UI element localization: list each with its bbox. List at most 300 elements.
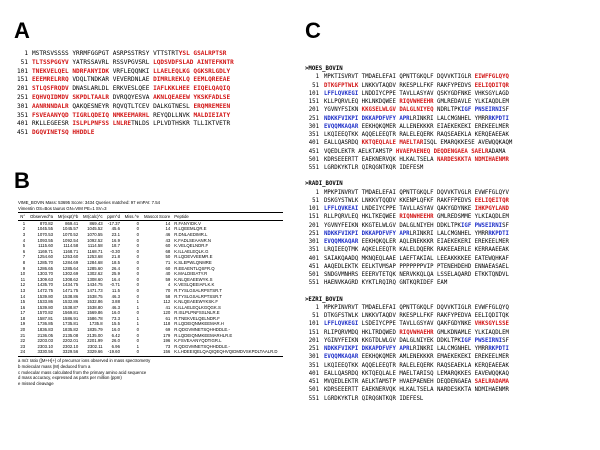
sequence-line <box>305 98 512 106</box>
table-cell: 0 <box>136 243 139 249</box>
sequence-segment: YSL GSALRPTSR <box>178 50 227 57</box>
table-cell: 2202.01 <box>62 338 79 344</box>
sequence-segment: EEKHQKQLER AQLENEKKKR EIAEKEKERI EREKEELMER <box>358 239 509 245</box>
sequence-segment: SAIAKQAADQ MKNQEQLAAE LAEFTAKIAL LEEAKKKKEE EATEWQHKAF <box>324 255 509 262</box>
table-cell: 15 <box>20 299 26 305</box>
table-cell: 1538.86 <box>62 293 79 299</box>
sequence-segment: LSDEIYCPPE TAVLLGSYAV QAKFGDYNKE <box>358 321 475 328</box>
table-cell: 2 <box>22 226 26 232</box>
table-cell: 23.1 <box>111 231 120 237</box>
table-cell: 1539.80 <box>37 293 54 299</box>
table-cell: 0 <box>136 220 139 226</box>
table-cell: 1539.80 <box>37 304 54 310</box>
sequence-segment: ERQMREMEEN <box>193 102 231 110</box>
table-cell: 118 <box>163 321 171 327</box>
column-header: Miss.^e <box>122 214 141 220</box>
sequence-segment: HAENVKAGRD KYKTLRQIRQ GNTKQRIDEF EAM <box>324 280 448 287</box>
table-cell: 0 <box>136 259 139 265</box>
sequence-segment: LNKKVTAQDV RKESPLLFKF RAKFYPEDVS <box>358 82 475 89</box>
table-cell: -0.30 <box>110 248 120 254</box>
sequence-segment: ISQL EMARQKKESE AVEWQQKAQM <box>423 140 513 147</box>
table-cell: 1045.57 <box>62 226 79 232</box>
table-cell: 43 <box>165 237 171 243</box>
table-cell: 1253.60 <box>62 254 79 260</box>
table-cell: 69 <box>165 327 171 333</box>
residue-number: 201 <box>308 337 319 344</box>
column-header: Peptide <box>172 214 283 220</box>
table-cell: 1303.70 <box>37 271 54 277</box>
divider <box>18 356 283 357</box>
residue-number: 501 <box>308 272 319 278</box>
table-cell: 1434.75 <box>87 282 103 288</box>
table-cell: 2203.03 <box>37 338 54 344</box>
table-cell: K.NLQEAEEWYKSK.F <box>174 299 218 305</box>
residue-number: 301 <box>308 239 319 245</box>
table-cell: 1114.58 <box>63 243 79 249</box>
sequence-segment: AANRNNDALR <box>32 102 69 110</box>
sequence-segment: KDRSEEERTT EAEKNERVQK HLKALTSELA <box>324 156 437 163</box>
sequence-segment: FSVEAANYQD TIGRLQDEIQ NMKEEMARHL <box>32 111 150 119</box>
table-cell: K.VELQELNDR.F <box>174 243 209 249</box>
sequence-segment: RIQNWHEEHR <box>399 214 434 221</box>
sequence-segment: LFFLQVKEGI <box>324 321 359 328</box>
table-cell: 1308.62 <box>62 276 79 282</box>
residue-number: 551 <box>308 395 319 402</box>
sequence-line <box>305 164 512 172</box>
table-row <box>18 349 283 355</box>
table-cell: 70 <box>165 287 171 293</box>
panel-label-c: C <box>305 18 321 43</box>
table-cell: 0 <box>136 287 139 293</box>
sequence-segment: YATRSSAVRL RSSVPGVSRL <box>68 58 154 66</box>
sequence-segment: LRINKRI LALCMGNHEL YMRR <box>409 346 489 352</box>
protein-summary-line: VIME_BOVIN Mass: 53695 Score: 3434 Queries matched: 97 emPAI: 7.54 <box>18 200 161 205</box>
table-cell: 1533.86 <box>37 299 54 305</box>
residue-number: 401 <box>308 255 319 262</box>
sequence-segment: LFFLQVKEAI <box>324 206 359 212</box>
sequence-line <box>305 73 512 81</box>
panel-label-b: B <box>14 168 30 193</box>
table-cell: 1045.52 <box>87 226 103 232</box>
sequence-segment: RKPDTI <box>488 346 509 352</box>
table-cell: 0 <box>136 327 139 333</box>
table-cell: 0 <box>136 248 139 254</box>
table-cell: 21 <box>20 332 26 338</box>
sequence-line <box>305 131 512 139</box>
table-cell: 1168.71 <box>63 248 79 254</box>
sequence-segment: AAQEDLEKTK EELKTVMSAP PPPPPPPVIP PTENEHDEHD ENNAEASAEL <box>324 263 509 270</box>
sequence-segment: LGRDKYKTLR QIRQGNTKQR IDEFESL <box>324 395 424 402</box>
table-cell: 11 <box>20 276 26 282</box>
table-cell: 1114.58 <box>87 243 103 249</box>
table-cell: 25.9 <box>111 271 120 277</box>
sequence-segment: VRFLEQQNKI <box>109 67 154 75</box>
residue-number: 1 <box>24 50 28 57</box>
sequence-segment: DNASLARLDL ERKVESLQEE <box>68 85 154 93</box>
table-cell: 12 <box>20 282 26 288</box>
table-cell: 60 <box>165 265 171 271</box>
table-cell: 14 <box>165 226 171 232</box>
table-cell: 1284.68 <box>87 259 103 265</box>
sequence-segment: DGQVINETSQ HHDDLE <box>32 129 95 137</box>
table-cell: 1285.64 <box>62 265 79 271</box>
table-cell: 1 <box>22 220 26 226</box>
table-cell: 46.3 <box>111 293 120 299</box>
sequence-segment: RLIPQRVMDQ HKLTRDQWED <box>324 329 400 336</box>
table-cell: 1092.52 <box>87 237 103 243</box>
residue-number: 551 <box>308 165 319 171</box>
sequence-line <box>305 362 512 370</box>
sequence-line <box>14 112 234 121</box>
sequence-segment: EALLQASRDQ KKTQEQLALE MAELTARISQ LEMARQKKES EAVEWQQKAQ <box>324 370 509 377</box>
table-cell: 45.6 <box>111 226 120 232</box>
protein-entry <box>305 296 512 403</box>
sequence-line <box>305 395 512 403</box>
residue-number: 151 <box>308 214 319 221</box>
sequence-segment: LNDEIYCPPE TAVLLASYAV QAKYGDYNKE <box>358 206 475 212</box>
sequence-line <box>305 353 512 361</box>
sequence-line <box>305 312 512 320</box>
sequence-segment: LNDDIYCPPE TAVLLASYAV QSKYGDFNKE VHKSGYLAGD <box>358 90 509 97</box>
column-header: Mascot Score <box>141 214 172 220</box>
footnote: b molecular mass (M) deduced from a <box>18 363 91 369</box>
table-cell: 2201.99 <box>87 338 103 344</box>
footnote: e missed cleavage <box>18 381 54 387</box>
table-cell: 3.88 <box>111 299 120 305</box>
sequence-segment: RIQVWHEEHR <box>399 99 434 105</box>
table-cell: 1586.91 <box>62 315 79 321</box>
table-cell: 73.3 <box>111 315 120 321</box>
sequence-line <box>305 205 512 213</box>
table-cell: K.FSVEAANYQDTIGR.L <box>174 338 222 344</box>
table-cell: 18 <box>20 315 26 321</box>
sequence-segment: TNEKVELQEL NDRFANYIDK <box>32 67 110 75</box>
table-cell: 50 <box>165 254 171 260</box>
sequence-segment: IGF PWSEIRNI <box>460 222 503 229</box>
table-cell: 23 <box>20 343 26 349</box>
protein-header: >RADI_BOVIN <box>305 181 343 188</box>
table-cell: -17.37 <box>107 220 120 226</box>
table-cell: 2136.05 <box>37 332 54 338</box>
table-cell: 60 <box>165 243 171 249</box>
protein-entry <box>305 180 512 287</box>
residue-number: 251 <box>308 346 319 352</box>
residue-number: 101 <box>308 321 319 328</box>
residue-number: 351 <box>308 362 319 369</box>
table-cell: 0 <box>136 271 139 277</box>
column-header: Mr(expt)^b <box>55 214 80 220</box>
table-cell: K.FADLSEAANR.N <box>174 237 212 243</box>
sequence-segment: IGF PWSEIRNI <box>460 337 503 344</box>
table-cell: 1570.82 <box>37 310 54 316</box>
sequence-segment: NDRLTPK <box>433 107 461 114</box>
table-cell: K.LHDEEIQELQAQIQEQHVQIDMDVSKPDLTAALR.D <box>174 349 278 355</box>
table-cell: 1736.85 <box>37 321 54 327</box>
table-cell: 16.0 <box>111 310 120 316</box>
table-cell: 1471.75 <box>62 287 79 293</box>
residue-number: 501 <box>308 387 319 394</box>
sequence-segment: VHKSGYLSSE <box>474 321 509 328</box>
panel-label-a: A <box>14 18 30 43</box>
sequence-line <box>14 50 234 59</box>
footnote: d mass accuracy, expressed as parts per million (ppm) <box>18 375 122 381</box>
sequence-line <box>14 94 234 103</box>
table-cell: 0 <box>136 349 139 355</box>
footnote: c molecular mass calculated from the primary amino acid sequence <box>18 369 147 375</box>
sequence-line <box>305 230 512 238</box>
residue-number: 401 <box>16 120 28 128</box>
sequence-segment: MPKPINVRVT TMDAELEFAI QPNTTGKQLF DQVVKTIGLR EVWFFGLQYQ <box>324 304 509 311</box>
table-cell: 0 <box>136 276 139 282</box>
sequence-line <box>14 59 234 68</box>
residue-number: 1 <box>315 304 319 311</box>
table-cell: 1308.60 <box>87 276 103 282</box>
sequence-line <box>14 129 234 138</box>
mascot-results <box>18 200 283 387</box>
table-cell: 26.4 <box>111 265 120 271</box>
protein-header: >EZRI_BOVIN <box>305 296 343 303</box>
table-cell: 0 <box>136 282 139 288</box>
table-cell: 4 <box>22 237 26 243</box>
sequence-segment: MVQEDLEKTR AELKTAMSTP HVAEPAENEH DEQDENGAEA <box>324 379 475 385</box>
table-cell: R.TNEKVELQELNDR.F <box>174 315 220 321</box>
sequence-line <box>305 156 512 164</box>
sequence-line <box>305 304 512 312</box>
residue-number: 1 <box>315 189 319 196</box>
residue-number: 51 <box>312 197 319 204</box>
sequence-segment: NDKKFVIKPI DKKAPDFVFY APR <box>324 346 410 352</box>
erm-sequences <box>305 65 512 411</box>
table-cell: 1 <box>136 343 139 349</box>
sequence-segment: SF <box>502 107 509 114</box>
sequence-segment: EELIQDITQR <box>474 82 509 89</box>
table-cell: 1532.86 <box>87 299 103 305</box>
sequence-line <box>305 123 512 131</box>
table-cell: 1835.79 <box>87 327 103 333</box>
sequence-segment: NARDESKKTA NDMIHAENMR <box>437 156 509 163</box>
sequence-segment: DVRQQYESVA <box>109 93 154 101</box>
table-cell: R.FANYIDK.V <box>174 220 201 226</box>
residue-number: 451 <box>308 379 319 385</box>
sequence-segment: LKQIEEQTKK AQQELEEQTR RALELEQERK RAQSEAEKLA KERQEAEEAK <box>324 132 509 138</box>
table-cell: K.ILLAELEQLK.G <box>174 248 209 254</box>
table-cell: K.MALDIEIATY.R <box>174 271 208 277</box>
table-cell: 1569.86 <box>87 310 103 316</box>
residue-number: 351 <box>308 132 319 138</box>
sequence-segment: LLAELEQLKG QGKSRLGDLY <box>153 67 231 75</box>
residue-number: 101 <box>308 206 319 212</box>
table-cell: 2302.11 <box>87 343 103 349</box>
table-cell: 16.4 <box>111 276 120 282</box>
footnote: a m/z ratio ([M+H]+) of precursor ions observed in mass spectrometry <box>18 358 151 364</box>
sequence-segment: REYQDLLNVK <box>149 111 194 119</box>
protein-description-line: Vimentin OS=Bos taurus GN=VIM PE=1 SV=3 <box>18 205 107 211</box>
sequence-line <box>305 263 512 271</box>
table-cell: -19.60 <box>107 349 120 355</box>
sequence-segment: EVQQMKAQAR <box>324 239 359 245</box>
table-cell: 0 <box>136 254 139 260</box>
sequence-segment: KLLPQRVLEQ HKLNKDQWEE <box>324 99 400 105</box>
sequence-segment: LKQIEEQTKK AQQELEEQTR RALELEQERK RAQSEAEKLA KERQEAEEAK <box>324 362 509 369</box>
table-cell: 20 <box>20 327 26 333</box>
sequence-segment: AKNLQEAEEW YKSKFADLSE <box>153 93 231 101</box>
sequence-segment: EELIQEITQR <box>474 197 509 204</box>
sequence-segment: LRINKRI LALCMGNHEL YMRR <box>409 230 489 237</box>
sequence-line <box>305 238 512 246</box>
sequence-segment: EEEMRELRRQ <box>32 76 69 84</box>
table-cell: 1735.8 <box>89 321 103 327</box>
sequence-segment: YGINYFEIKN KKGTDLWLGV DALGLNIYEK DDKLTPK <box>324 337 461 344</box>
sequence-line <box>305 320 512 328</box>
sequence-segment: NDKKFVIKPI DKKAPDFVFY APR <box>324 115 410 122</box>
sequence-line <box>305 139 512 147</box>
table-cell: 1538.87 <box>62 304 79 310</box>
residue-number: 201 <box>308 107 319 114</box>
residue-number: 451 <box>308 148 319 155</box>
table-cell: 0 <box>136 338 139 344</box>
sequence-segment: SF <box>502 222 509 229</box>
sequence-segment: ISLPLPNFSS LNLRE <box>72 120 132 128</box>
sequence-segment: YGVNYFSIKN <box>324 107 362 114</box>
table-cell: 0 <box>136 310 139 316</box>
residue-number: 501 <box>308 156 319 163</box>
sequence-line <box>14 85 234 94</box>
sequence-segment: SF <box>502 337 509 344</box>
table-cell: 5 <box>22 243 26 249</box>
sequence-segment: EVQQMKAQAR <box>324 123 359 130</box>
table-cell: 68 <box>165 248 171 254</box>
table-cell: 40 <box>165 271 171 277</box>
table-cell: 1735.81 <box>62 321 79 327</box>
sequence-segment: GMLKDNAMLE YLKIAQDLEM <box>433 329 509 336</box>
table-cell: 8 <box>22 259 26 265</box>
sequence-segment: EALLQASRDQ <box>324 140 362 147</box>
sequence-segment: RLLPQRVLEQ HKLTKEQWEE <box>324 214 400 221</box>
table-cell: 1309.63 <box>37 276 54 282</box>
sequence-line <box>305 386 512 394</box>
table-cell: 58 <box>165 293 171 299</box>
protein-entry <box>305 65 512 172</box>
table-cell: K.VESLQEEIAFLK.K <box>174 282 215 288</box>
sequence-segment: STLQSFRQDV <box>32 85 69 93</box>
sequence-segment: MPKPINVRVT TMDAELEFAI QPNTTGKQLF DQVVKTVGLR EVWFFGLQYV <box>324 189 509 196</box>
table-cell: 1168.71 <box>87 248 103 254</box>
sequence-segment: LRINKRI LALCMGNHEL YMRR <box>409 115 489 122</box>
residue-number: 201 <box>308 222 319 229</box>
divider <box>18 212 283 213</box>
table-cell: 16.0 <box>111 327 120 333</box>
table-cell: 1285.60 <box>87 265 103 271</box>
table-cell: 13 <box>20 287 26 293</box>
sequence-segment: NDKKFVIKPI DKKAPDFVFY APR <box>324 230 410 237</box>
table-cell: 869.43 <box>89 220 103 226</box>
sequence-segment: MSTRSVSSSS YRRMFGGPGT ASRPSSTRSY VTTSTRT <box>32 50 179 57</box>
peptide-table <box>18 214 283 355</box>
table-cell: 1 <box>136 315 139 321</box>
table-cell: 870.82 <box>39 220 54 226</box>
sequence-segment: DTKGFSTWLK LNKKVTAQDV RKESPLLFKF RAKFYPEDVA EELIQDITQK <box>324 313 509 319</box>
table-cell: R.QDGVMNETSQHHDDLE.- <box>174 343 230 349</box>
residue-number: 551 <box>308 280 319 287</box>
table-cell: 0 <box>136 231 139 237</box>
column-header: ppm^d <box>105 214 122 220</box>
table-cell: 46 <box>165 231 171 237</box>
sequence-line <box>305 106 512 114</box>
residue-number: 351 <box>16 111 28 119</box>
sequence-segment: QAKQESNEYR RQVQTLTCEV DALKGTNESL <box>68 102 194 110</box>
sequence-line <box>305 189 512 197</box>
residue-number: 401 <box>308 370 319 377</box>
table-cell: R.LQDEVVEEMR.E <box>174 254 213 260</box>
table-cell: 14 <box>20 293 26 299</box>
sequence-segment: DTKGFPTWLK <box>324 82 359 89</box>
sequence-segment: EEKHQKQMER AMLENEKKKR EMAEKEKEKI EREKEELMER <box>358 354 509 361</box>
table-cell: R.LQEEMLQR.E <box>174 226 207 232</box>
table-cell: 6.42 <box>111 332 120 338</box>
table-cell: R.ISLPLPNFSSLNLR.E <box>174 310 220 316</box>
table-cell: 1569.81 <box>62 310 79 316</box>
table-cell: 7 <box>22 254 26 260</box>
table-cell: 18.5 <box>111 259 120 265</box>
sequence-line <box>305 82 512 90</box>
table-cell: 1070.53 <box>37 231 54 237</box>
sequence-line <box>14 103 234 112</box>
sequence-segment: RKPDTI <box>488 115 509 122</box>
sequence-line <box>14 120 234 129</box>
table-cell: 2135.08 <box>62 332 79 338</box>
table-cell: 46.3 <box>111 304 120 310</box>
table-cell: 1284.69 <box>62 259 79 265</box>
table-cell: 3329.56 <box>62 349 79 355</box>
residue-number: 51 <box>312 313 319 319</box>
residue-number: 51 <box>312 82 319 89</box>
table-cell: 61 <box>165 315 171 321</box>
protein-header: >MOES_BOVIN <box>305 66 343 72</box>
table-cell: 1070.55 <box>87 231 103 237</box>
sequence-segment: IGF PNSEIRNI <box>461 107 503 114</box>
sequence-segment: RKPDTI <box>488 230 509 237</box>
residue-number: 1 <box>315 74 319 81</box>
sequence-segment: IHKPGYLAND <box>474 206 509 212</box>
sequence-segment: EQHVQIDMDV SKPDLTAALR <box>32 93 110 101</box>
table-cell: 1435.70 <box>37 282 54 288</box>
table-cell: 9 <box>22 265 26 271</box>
table-cell: 14 <box>165 220 171 226</box>
table-cell: R.LQDEIQNMKEEMAR.H <box>174 321 224 327</box>
residue-number: 151 <box>308 329 319 336</box>
table-cell: 6 <box>22 248 26 254</box>
table-cell: 71 <box>165 259 171 265</box>
column-header: Observed^a <box>27 214 55 220</box>
sequence-line <box>305 115 512 123</box>
table-cell: K.NLQEAEEWYK.S <box>174 276 213 282</box>
footnotes <box>18 358 283 387</box>
sequence-line <box>14 68 234 77</box>
residue-number: 51 <box>20 58 28 66</box>
table-cell: 6.96 <box>111 343 120 349</box>
table-cell: K.SLEPWLQNMRE <box>174 259 212 265</box>
table-cell: 2303.10 <box>37 343 54 349</box>
sequence-segment: SNDGVMNHRS EEERVTETQK NERVKKQLQA LSSELAQARD ETKKTQNDVL <box>324 272 509 278</box>
residue-number: 401 <box>308 140 319 147</box>
sequence-line <box>305 337 512 345</box>
table-cell: 120 <box>163 310 171 316</box>
residue-number: 451 <box>16 129 28 137</box>
table-cell: 0 <box>136 293 139 299</box>
table-cell: 41 <box>165 304 171 310</box>
residue-number: 301 <box>16 102 28 110</box>
sequence-segment: DIMRLREKLQ EEMLQREEAE <box>153 76 231 84</box>
